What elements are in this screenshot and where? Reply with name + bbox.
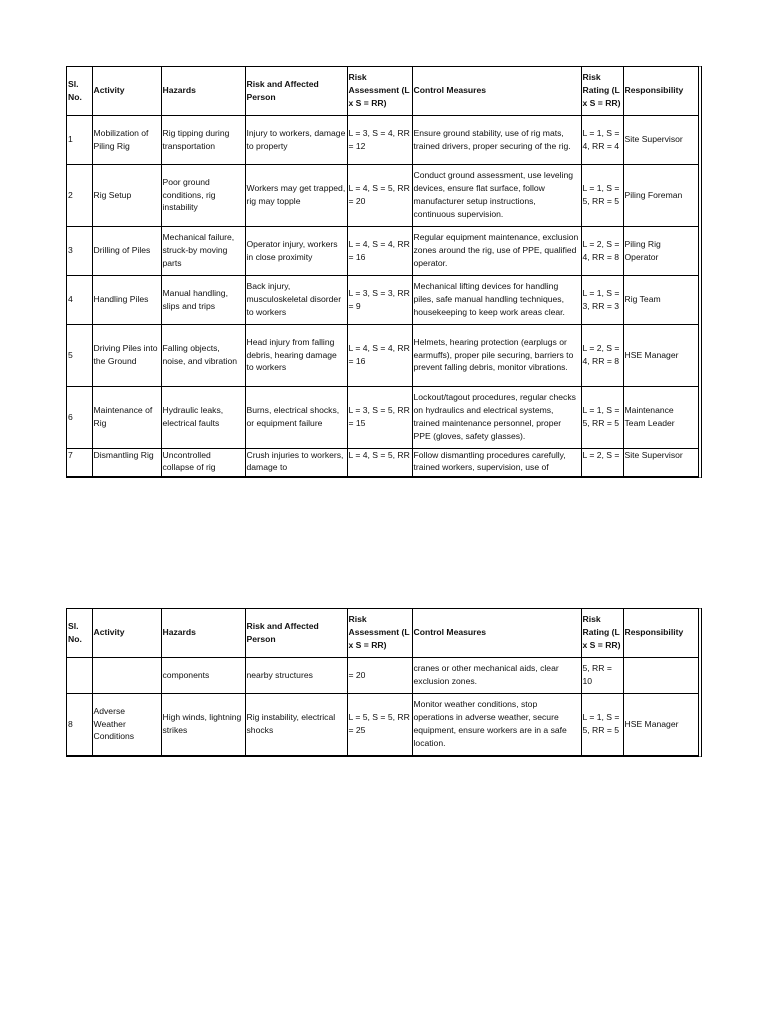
header-risk-assessment: Risk Assessment (L x S = RR)	[347, 67, 412, 115]
table-header-row	[67, 67, 698, 115]
header-hazards: Hazards	[161, 67, 245, 115]
cell-responsibility	[623, 657, 698, 693]
risk-table-page-1	[66, 66, 702, 478]
cell-assessment: L = 4, S = 4, RR = 16	[347, 324, 412, 386]
cell-control: cranes or other mechanical aids, clear exclusion zones.	[412, 657, 581, 693]
cell-control: Conduct ground assessment, use leveling devices, ensure flat surface, follow manufacturer setup instructions, continuous supervision.	[412, 164, 581, 226]
cell-rating: 5, RR = 10	[581, 657, 623, 693]
table-row	[67, 275, 698, 324]
cell-responsibility: Site Supervisor	[623, 115, 698, 164]
table-row	[67, 386, 698, 448]
header-activity: Activity	[92, 609, 161, 657]
table-row	[67, 448, 698, 476]
cell-rating: L = 1, S = 5, RR = 5	[581, 693, 623, 755]
cell-risk: Workers may get trapped, rig may topple	[245, 164, 347, 226]
cell-risk: nearby structures	[245, 657, 347, 693]
cell-rating: L = 1, S = 5, RR = 5	[581, 164, 623, 226]
cell-responsibility: Piling Rig Operator	[623, 226, 698, 275]
cell-rating: L = 1, S = 4, RR = 4	[581, 115, 623, 164]
cell-sl-no	[67, 657, 92, 693]
header-risk-person: Risk and Affected Person	[245, 609, 347, 657]
cell-rating: L = 2, S =	[581, 448, 623, 476]
header-sl-no: Sl. No.	[67, 67, 92, 115]
cell-assessment: = 20	[347, 657, 412, 693]
cell-assessment: L = 5, S = 5, RR = 25	[347, 693, 412, 755]
cell-rating: L = 1, S = 3, RR = 3	[581, 275, 623, 324]
cell-sl-no: 5	[67, 324, 92, 386]
header-risk-rating: Risk Rating (L x S = RR)	[581, 609, 623, 657]
header-hazards: Hazards	[161, 609, 245, 657]
cell-control: Monitor weather conditions, stop operations in adverse weather, secure equipment, ensure workers are in a safe location.	[412, 693, 581, 755]
header-sl-no: Sl. No.	[67, 609, 92, 657]
header-risk-person: Risk and Affected Person	[245, 67, 347, 115]
table-row	[67, 164, 698, 226]
cell-hazards: Hydraulic leaks, electrical faults	[161, 386, 245, 448]
cell-sl-no: 2	[67, 164, 92, 226]
risk-table-page-2	[66, 608, 702, 757]
cell-sl-no: 3	[67, 226, 92, 275]
cell-control: Ensure ground stability, use of rig mats, trained drivers, proper securing of the rig.	[412, 115, 581, 164]
cell-control: Lockout/tagout procedures, regular checks on hydraulics and electrical systems, trained maintenance personnel, proper PPE (gloves, safety glasses).	[412, 386, 581, 448]
cell-hazards: Poor ground conditions, rig instability	[161, 164, 245, 226]
header-responsibility: Responsibility	[623, 609, 698, 657]
cell-risk: Head injury from falling debris, hearing damage to workers	[245, 324, 347, 386]
cell-activity: Handling Piles	[92, 275, 161, 324]
cell-control: Regular equipment maintenance, exclusion zones around the rig, use of PPE, qualified operator.	[412, 226, 581, 275]
header-risk-rating: Risk Rating (L x S = RR)	[581, 67, 623, 115]
cell-assessment: L = 4, S = 5, RR	[347, 448, 412, 476]
header-activity: Activity	[92, 67, 161, 115]
table-row	[67, 657, 698, 693]
header-control-measures: Control Measures	[412, 609, 581, 657]
header-risk-assessment: Risk Assessment (L x S = RR)	[347, 609, 412, 657]
cell-rating: L = 1, S = 5, RR = 5	[581, 386, 623, 448]
table-header-row	[67, 609, 698, 657]
cell-activity: Maintenance of Rig	[92, 386, 161, 448]
cell-rating: L = 2, S = 4, RR = 8	[581, 226, 623, 275]
cell-control: Mechanical lifting devices for handling piles, safe manual handling techniques, housekeeping to keep work areas clear.	[412, 275, 581, 324]
header-control-measures: Control Measures	[412, 67, 581, 115]
cell-responsibility: Maintenance Team Leader	[623, 386, 698, 448]
cell-responsibility: Piling Foreman	[623, 164, 698, 226]
risk-assessment-table-continued	[67, 609, 699, 756]
cell-assessment: L = 3, S = 4, RR = 12	[347, 115, 412, 164]
risk-assessment-table	[67, 67, 699, 477]
cell-sl-no: 8	[67, 693, 92, 755]
cell-hazards: Uncontrolled collapse of rig	[161, 448, 245, 476]
cell-activity: Adverse Weather Conditions	[92, 693, 161, 755]
cell-risk: Crush injuries to workers, damage to	[245, 448, 347, 476]
cell-sl-no: 7	[67, 448, 92, 476]
cell-activity: Dismantling Rig	[92, 448, 161, 476]
cell-control: Follow dismantling procedures carefully, trained workers, supervision, use of	[412, 448, 581, 476]
cell-hazards: High winds, lightning strikes	[161, 693, 245, 755]
cell-risk: Back injury, musculoskeletal disorder to workers	[245, 275, 347, 324]
table-row	[67, 115, 698, 164]
header-responsibility: Responsibility	[623, 67, 698, 115]
cell-sl-no: 4	[67, 275, 92, 324]
table-row	[67, 324, 698, 386]
cell-hazards: Rig tipping during transportation	[161, 115, 245, 164]
cell-risk: Burns, electrical shocks, or equipment failure	[245, 386, 347, 448]
cell-control: Helmets, hearing protection (earplugs or earmuffs), proper pile securing, barriers to prevent falling debris, monitor vibrations.	[412, 324, 581, 386]
cell-activity	[92, 657, 161, 693]
cell-hazards: components	[161, 657, 245, 693]
cell-activity: Driving Piles into the Ground	[92, 324, 161, 386]
table-row	[67, 226, 698, 275]
cell-risk: Rig instability, electrical shocks	[245, 693, 347, 755]
cell-responsibility: HSE Manager	[623, 693, 698, 755]
cell-hazards: Falling objects, noise, and vibration	[161, 324, 245, 386]
cell-activity: Mobilization of Piling Rig	[92, 115, 161, 164]
cell-responsibility: Site Supervisor	[623, 448, 698, 476]
cell-assessment: L = 3, S = 3, RR = 9	[347, 275, 412, 324]
cell-responsibility: Rig Team	[623, 275, 698, 324]
cell-rating: L = 2, S = 4, RR = 8	[581, 324, 623, 386]
cell-responsibility: HSE Manager	[623, 324, 698, 386]
cell-assessment: L = 4, S = 4, RR = 16	[347, 226, 412, 275]
cell-assessment: L = 3, S = 5, RR = 15	[347, 386, 412, 448]
cell-sl-no: 1	[67, 115, 92, 164]
cell-hazards: Mechanical failure, struck-by moving parts	[161, 226, 245, 275]
cell-risk: Injury to workers, damage to property	[245, 115, 347, 164]
table-row	[67, 693, 698, 755]
cell-risk: Operator injury, workers in close proximity	[245, 226, 347, 275]
cell-hazards: Manual handling, slips and trips	[161, 275, 245, 324]
cell-sl-no: 6	[67, 386, 92, 448]
cell-activity: Rig Setup	[92, 164, 161, 226]
cell-assessment: L = 4, S = 5, RR = 20	[347, 164, 412, 226]
cell-activity: Drilling of Piles	[92, 226, 161, 275]
